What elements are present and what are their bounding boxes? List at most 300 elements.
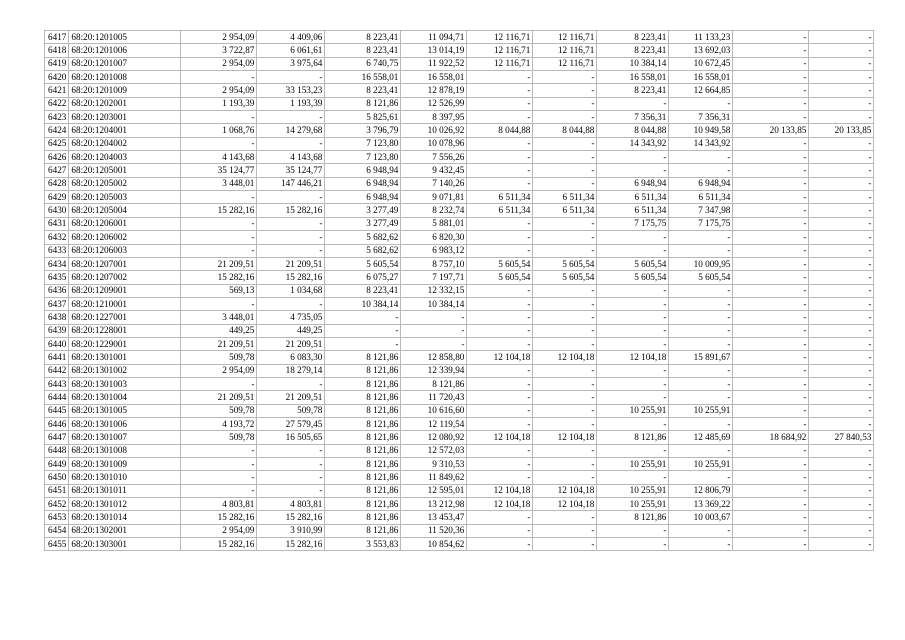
value-cell: 4 735,05 <box>257 311 325 324</box>
value-cell: - <box>467 311 533 324</box>
value-cell: - <box>733 417 809 430</box>
value-cell: 1 193,39 <box>181 97 257 110</box>
value-cell: - <box>533 538 597 551</box>
table-row <box>45 244 874 257</box>
table-row <box>45 191 874 204</box>
value-cell: 3 553,83 <box>325 538 401 551</box>
value-cell: 8 121,86 <box>325 404 401 417</box>
row-number-cell: 6419 <box>45 57 69 70</box>
value-cell: - <box>467 177 533 190</box>
value-cell: - <box>597 364 669 377</box>
value-cell: - <box>733 444 809 457</box>
value-cell: 5 605,54 <box>669 271 733 284</box>
value-cell: - <box>401 324 467 337</box>
value-cell: 5 605,54 <box>533 257 597 270</box>
value-cell: - <box>669 244 733 257</box>
value-cell: - <box>533 391 597 404</box>
value-cell: - <box>597 524 669 537</box>
value-cell: 9 071,81 <box>401 191 467 204</box>
row-number-cell: 6438 <box>45 311 69 324</box>
value-cell: 8 121,86 <box>325 351 401 364</box>
value-cell: - <box>733 284 809 297</box>
value-cell: - <box>257 71 325 84</box>
value-cell: 13 692,03 <box>669 44 733 57</box>
value-cell: 8 121,86 <box>325 391 401 404</box>
value-cell: 2 954,09 <box>181 364 257 377</box>
value-cell: - <box>597 444 669 457</box>
value-cell: 8 121,86 <box>325 444 401 457</box>
value-cell: - <box>181 458 257 471</box>
value-cell: 10 255,91 <box>597 484 669 497</box>
cadastral-number-cell: 68:20:1201008 <box>69 71 181 84</box>
value-cell: 11 520,36 <box>401 524 467 537</box>
value-cell: - <box>467 377 533 390</box>
value-cell: 3 722,87 <box>181 44 257 57</box>
row-number-cell: 6422 <box>45 97 69 110</box>
value-cell: 35 124,77 <box>257 164 325 177</box>
value-cell: 5 682,62 <box>325 231 401 244</box>
value-cell: 33 153,23 <box>257 84 325 97</box>
cadastral-number-cell: 68:20:1228001 <box>69 324 181 337</box>
value-cell: - <box>181 71 257 84</box>
value-cell: 14 343,92 <box>597 137 669 150</box>
table-row <box>45 511 874 524</box>
value-cell: 3 448,01 <box>181 311 257 324</box>
value-cell: 8 223,41 <box>597 44 669 57</box>
value-cell: 4 409,06 <box>257 31 325 44</box>
value-cell: 8 121,86 <box>325 364 401 377</box>
value-cell: - <box>733 137 809 150</box>
table-row <box>45 404 874 417</box>
cadastral-number-cell: 68:20:1301011 <box>69 484 181 497</box>
value-cell: - <box>257 111 325 124</box>
value-cell: - <box>181 137 257 150</box>
value-cell: - <box>467 111 533 124</box>
value-cell: - <box>733 191 809 204</box>
value-cell: - <box>467 391 533 404</box>
value-cell: 12 878,19 <box>401 84 467 97</box>
table-row <box>45 217 874 230</box>
value-cell: - <box>597 231 669 244</box>
value-cell: 12 104,18 <box>533 351 597 364</box>
value-cell: - <box>467 324 533 337</box>
row-number-cell: 6455 <box>45 538 69 551</box>
value-cell: - <box>467 97 533 110</box>
cadastral-number-cell: 68:20:1207001 <box>69 257 181 270</box>
value-cell: - <box>597 471 669 484</box>
cadastral-number-cell: 68:20:1301008 <box>69 444 181 457</box>
value-cell: 8 121,86 <box>325 498 401 511</box>
value-cell: - <box>809 471 874 484</box>
value-cell: 8 397,95 <box>401 111 467 124</box>
value-cell: - <box>597 337 669 350</box>
value-cell: 7 123,80 <box>325 137 401 150</box>
value-cell: 12 104,18 <box>597 351 669 364</box>
value-cell: - <box>733 151 809 164</box>
value-cell: - <box>533 217 597 230</box>
value-cell: 3 277,49 <box>325 204 401 217</box>
value-cell: 8 121,86 <box>597 511 669 524</box>
value-cell: - <box>669 284 733 297</box>
value-cell: - <box>181 191 257 204</box>
value-cell: 9 432,45 <box>401 164 467 177</box>
value-cell: - <box>467 71 533 84</box>
value-cell: 8 223,41 <box>325 84 401 97</box>
value-cell: - <box>533 458 597 471</box>
value-cell: 449,25 <box>181 324 257 337</box>
value-cell: - <box>669 337 733 350</box>
value-cell: - <box>597 97 669 110</box>
value-cell: - <box>325 337 401 350</box>
value-cell: - <box>733 71 809 84</box>
value-cell: 12 119,54 <box>401 417 467 430</box>
value-cell: 9 310,53 <box>401 458 467 471</box>
value-cell: - <box>809 204 874 217</box>
value-cell: - <box>733 97 809 110</box>
value-cell: 3 448,01 <box>181 177 257 190</box>
value-cell: - <box>597 164 669 177</box>
value-cell: 12 104,18 <box>467 484 533 497</box>
value-cell: - <box>809 458 874 471</box>
value-cell: - <box>809 524 874 537</box>
cadastral-number-cell: 68:20:1201006 <box>69 44 181 57</box>
value-cell: 15 282,16 <box>181 511 257 524</box>
value-cell: - <box>533 71 597 84</box>
value-cell: 7 356,31 <box>669 111 733 124</box>
value-cell: - <box>733 337 809 350</box>
row-number-cell: 6429 <box>45 191 69 204</box>
value-cell: 3 796,79 <box>325 124 401 137</box>
value-cell: - <box>733 324 809 337</box>
value-cell: - <box>533 164 597 177</box>
value-cell: - <box>467 404 533 417</box>
row-number-cell: 6443 <box>45 377 69 390</box>
value-cell: 18 279,14 <box>257 364 325 377</box>
value-cell: - <box>809 417 874 430</box>
table-row <box>45 71 874 84</box>
value-cell: - <box>669 164 733 177</box>
row-number-cell: 6420 <box>45 71 69 84</box>
value-cell: - <box>467 538 533 551</box>
value-cell: 2 954,09 <box>181 31 257 44</box>
table-row <box>45 471 874 484</box>
row-number-cell: 6453 <box>45 511 69 524</box>
value-cell: 147 446,21 <box>257 177 325 190</box>
value-cell: - <box>733 311 809 324</box>
value-cell: - <box>809 337 874 350</box>
cadastral-number-cell: 68:20:1201009 <box>69 84 181 97</box>
value-cell: 6 948,94 <box>325 177 401 190</box>
value-cell: 3 910,99 <box>257 524 325 537</box>
value-cell: 12 339,94 <box>401 364 467 377</box>
cadastral-number-cell: 68:20:1301002 <box>69 364 181 377</box>
value-cell: - <box>669 97 733 110</box>
value-cell: - <box>533 97 597 110</box>
value-cell: - <box>181 377 257 390</box>
value-cell: 7 197,71 <box>401 271 467 284</box>
value-cell: 10 255,91 <box>669 458 733 471</box>
value-cell: - <box>325 311 401 324</box>
value-cell: 5 605,54 <box>467 271 533 284</box>
value-cell: 15 282,16 <box>181 538 257 551</box>
value-cell: - <box>809 84 874 97</box>
value-cell: - <box>733 498 809 511</box>
cadastral-number-cell: 68:20:1206002 <box>69 231 181 244</box>
cadastral-number-cell: 68:20:1301010 <box>69 471 181 484</box>
value-cell: - <box>467 364 533 377</box>
value-cell: 12 332,15 <box>401 284 467 297</box>
value-cell: 10 009,95 <box>669 257 733 270</box>
cadastral-number-cell: 68:20:1205003 <box>69 191 181 204</box>
cadastral-number-cell: 68:20:1303001 <box>69 538 181 551</box>
value-cell: 5 605,54 <box>533 271 597 284</box>
value-cell: - <box>467 417 533 430</box>
value-cell: 6 511,34 <box>467 204 533 217</box>
cadastral-number-cell: 68:20:1204001 <box>69 124 181 137</box>
value-cell: - <box>733 484 809 497</box>
value-cell: - <box>533 111 597 124</box>
row-number-cell: 6431 <box>45 217 69 230</box>
table-row <box>45 124 874 137</box>
value-cell: 4 143,68 <box>257 151 325 164</box>
table-body <box>45 31 874 551</box>
value-cell: - <box>809 351 874 364</box>
table-row <box>45 431 874 444</box>
value-cell: - <box>809 97 874 110</box>
value-cell: - <box>669 231 733 244</box>
value-cell: 10 078,96 <box>401 137 467 150</box>
value-cell: 10 384,14 <box>401 297 467 310</box>
value-cell: - <box>467 524 533 537</box>
value-cell: - <box>733 297 809 310</box>
value-cell: - <box>533 231 597 244</box>
value-cell: - <box>257 217 325 230</box>
value-cell: 8 044,88 <box>533 124 597 137</box>
value-cell: - <box>533 284 597 297</box>
value-cell: 8 121,86 <box>325 431 401 444</box>
value-cell: 7 123,80 <box>325 151 401 164</box>
cadastral-number-cell: 68:20:1301001 <box>69 351 181 364</box>
value-cell: 16 558,01 <box>597 71 669 84</box>
value-cell: 16 558,01 <box>401 71 467 84</box>
value-cell: - <box>733 404 809 417</box>
value-cell: - <box>597 324 669 337</box>
value-cell: - <box>809 137 874 150</box>
value-cell: 12 664,85 <box>669 84 733 97</box>
value-cell: - <box>733 377 809 390</box>
value-cell: - <box>257 191 325 204</box>
cadastral-number-cell: 68:20:1201007 <box>69 57 181 70</box>
value-cell: - <box>809 111 874 124</box>
value-cell: - <box>401 337 467 350</box>
value-cell: - <box>257 471 325 484</box>
value-cell: - <box>257 244 325 257</box>
value-cell: - <box>669 444 733 457</box>
value-cell: 8 121,86 <box>325 511 401 524</box>
value-cell: - <box>809 217 874 230</box>
value-cell: 8 223,41 <box>597 31 669 44</box>
value-cell: - <box>809 364 874 377</box>
row-number-cell: 6430 <box>45 204 69 217</box>
value-cell: 5 881,01 <box>401 217 467 230</box>
value-cell: - <box>809 57 874 70</box>
table-row <box>45 311 874 324</box>
value-cell: 16 505,65 <box>257 431 325 444</box>
value-cell: - <box>733 257 809 270</box>
value-cell: 10 854,62 <box>401 538 467 551</box>
value-cell: - <box>733 111 809 124</box>
value-cell: - <box>533 137 597 150</box>
value-cell: - <box>467 151 533 164</box>
value-cell: - <box>467 231 533 244</box>
value-cell: 6 061,61 <box>257 44 325 57</box>
value-cell: - <box>669 151 733 164</box>
value-cell: 6 740,75 <box>325 57 401 70</box>
value-cell: 11 720,43 <box>401 391 467 404</box>
value-cell: 18 684,92 <box>733 431 809 444</box>
value-cell: 12 858,80 <box>401 351 467 364</box>
value-cell: 10 255,91 <box>597 458 669 471</box>
cadastral-number-cell: 68:20:1209001 <box>69 284 181 297</box>
value-cell: 3 975,64 <box>257 57 325 70</box>
row-number-cell: 6421 <box>45 84 69 97</box>
value-cell: 27 840,53 <box>809 431 874 444</box>
value-cell: 10 384,14 <box>597 57 669 70</box>
value-cell: 8 121,86 <box>325 377 401 390</box>
row-number-cell: 6418 <box>45 44 69 57</box>
value-cell: - <box>733 57 809 70</box>
cadastral-number-cell: 68:20:1204002 <box>69 137 181 150</box>
value-cell: 1 068,76 <box>181 124 257 137</box>
table-row <box>45 84 874 97</box>
value-cell: 10 255,91 <box>669 404 733 417</box>
value-cell: - <box>597 311 669 324</box>
table-row <box>45 164 874 177</box>
value-cell: 8 232,74 <box>401 204 467 217</box>
value-cell: - <box>809 511 874 524</box>
value-cell: - <box>809 164 874 177</box>
value-cell: 509,78 <box>181 404 257 417</box>
table-row <box>45 417 874 430</box>
value-cell: 13 453,47 <box>401 511 467 524</box>
value-cell: 8 223,41 <box>325 284 401 297</box>
value-cell: - <box>533 444 597 457</box>
value-cell: - <box>733 204 809 217</box>
value-cell: 2 954,09 <box>181 57 257 70</box>
value-cell: - <box>809 484 874 497</box>
value-cell: 5 605,54 <box>325 257 401 270</box>
value-cell: 11 849,62 <box>401 471 467 484</box>
value-cell: 20 133,85 <box>733 124 809 137</box>
value-cell: - <box>533 524 597 537</box>
value-cell: 21 209,51 <box>181 391 257 404</box>
cadastral-number-cell: 68:20:1301012 <box>69 498 181 511</box>
row-number-cell: 6446 <box>45 417 69 430</box>
value-cell: 15 282,16 <box>181 204 257 217</box>
value-cell: - <box>669 391 733 404</box>
value-cell: - <box>733 351 809 364</box>
value-cell: 6 948,94 <box>325 164 401 177</box>
value-cell: - <box>467 244 533 257</box>
value-cell: 8 223,41 <box>325 31 401 44</box>
value-cell: - <box>669 524 733 537</box>
value-cell: - <box>733 177 809 190</box>
value-cell: - <box>597 244 669 257</box>
value-cell: 6 948,94 <box>669 177 733 190</box>
value-cell: 12 116,71 <box>533 57 597 70</box>
value-cell: 8 044,88 <box>597 124 669 137</box>
value-cell: - <box>467 137 533 150</box>
value-cell: - <box>325 324 401 337</box>
value-cell: 6 983,12 <box>401 244 467 257</box>
cadastral-number-cell: 68:20:1301005 <box>69 404 181 417</box>
value-cell: 12 116,71 <box>533 44 597 57</box>
row-number-cell: 6445 <box>45 404 69 417</box>
value-cell: - <box>181 231 257 244</box>
table-row <box>45 524 874 537</box>
value-cell: 10 672,45 <box>669 57 733 70</box>
value-cell: 10 026,92 <box>401 124 467 137</box>
value-cell: - <box>809 151 874 164</box>
value-cell: - <box>533 84 597 97</box>
value-cell: 8 121,86 <box>597 431 669 444</box>
value-cell: 12 104,18 <box>533 498 597 511</box>
table-row <box>45 458 874 471</box>
table-row <box>45 204 874 217</box>
value-cell: 12 572,03 <box>401 444 467 457</box>
value-cell: - <box>809 297 874 310</box>
value-cell: 10 616,60 <box>401 404 467 417</box>
cadastral-number-cell: 68:20:1301003 <box>69 377 181 390</box>
value-cell: - <box>733 84 809 97</box>
cadastral-number-cell: 68:20:1207002 <box>69 271 181 284</box>
value-cell: 15 282,16 <box>257 271 325 284</box>
value-cell: - <box>533 151 597 164</box>
value-cell: 12 116,71 <box>467 57 533 70</box>
value-cell: - <box>467 297 533 310</box>
table-row <box>45 57 874 70</box>
value-cell: - <box>809 498 874 511</box>
value-cell: 15 282,16 <box>257 538 325 551</box>
cadastral-number-cell: 68:20:1205001 <box>69 164 181 177</box>
cadastral-number-cell: 68:20:1204003 <box>69 151 181 164</box>
value-cell: 21 209,51 <box>257 337 325 350</box>
value-cell: 449,25 <box>257 324 325 337</box>
cadastral-number-cell: 68:20:1203001 <box>69 111 181 124</box>
value-cell: - <box>733 271 809 284</box>
value-cell: - <box>669 538 733 551</box>
row-number-cell: 6440 <box>45 337 69 350</box>
value-cell: 7 175,75 <box>597 217 669 230</box>
row-number-cell: 6449 <box>45 458 69 471</box>
cadastral-number-cell: 68:20:1210001 <box>69 297 181 310</box>
value-cell: - <box>533 471 597 484</box>
value-cell: - <box>257 297 325 310</box>
value-cell: - <box>733 244 809 257</box>
value-cell: 16 558,01 <box>325 71 401 84</box>
value-cell: 20 133,85 <box>809 124 874 137</box>
value-cell: 10 003,67 <box>669 511 733 524</box>
value-cell: 6 820,30 <box>401 231 467 244</box>
table-row <box>45 284 874 297</box>
cadastral-number-cell: 68:20:1206001 <box>69 217 181 230</box>
table-row <box>45 364 874 377</box>
value-cell: - <box>597 538 669 551</box>
value-cell: - <box>597 297 669 310</box>
cadastral-number-cell: 68:20:1301014 <box>69 511 181 524</box>
table-row <box>45 351 874 364</box>
value-cell: 2 954,09 <box>181 84 257 97</box>
